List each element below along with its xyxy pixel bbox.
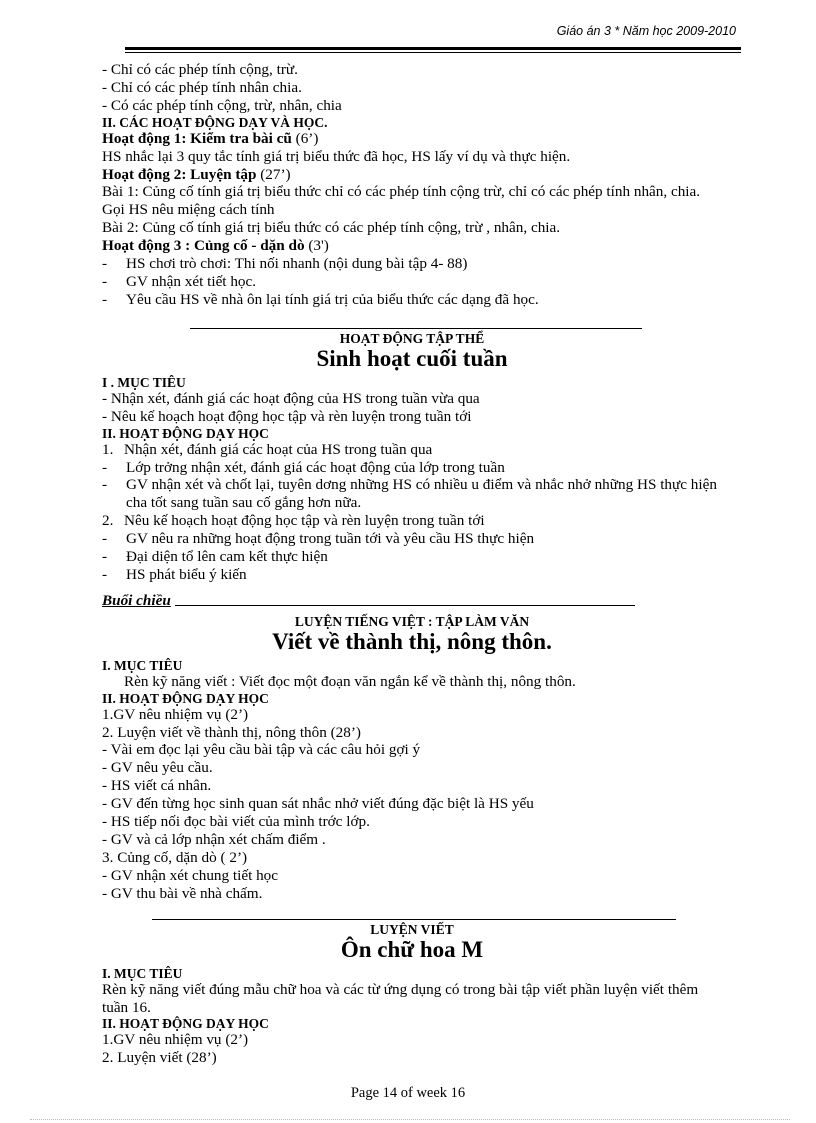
list-item: - Lớp trởng nhận xét, đánh giá các hoạt động của lớp trong tuần — [102, 458, 505, 476]
section-heading: I . MỤC TIÊU — [102, 374, 186, 390]
list-item: - Chỉ có các phép tính cộng, trừ. — [102, 61, 298, 78]
paragraph: Gọi HS nêu miệng cách tính — [102, 201, 275, 219]
list-item: - GV nêu yêu cầu. — [102, 759, 213, 777]
afternoon-label-row — [102, 592, 722, 610]
list-item: - Yêu cầu HS về nhà ôn lại tính giá trị của biểu thức các dạng đã học. — [102, 290, 539, 308]
section-divider — [175, 605, 635, 606]
section-heading: II. HOẠT ĐỘNG DẠY HỌC — [102, 690, 269, 706]
activity-time: (3') — [304, 237, 329, 255]
list-item: - GV và cả lớp nhận xét chấm điểm . — [102, 831, 326, 848]
afternoon-label: Buổi chiều — [102, 591, 171, 609]
section-divider — [190, 328, 642, 329]
activity-heading — [102, 166, 722, 184]
list-item: - GV nhận xét chung tiết học — [102, 866, 279, 884]
list-item: - GV đến từng học sinh quan sát nhắc nhở viết đúng đặc biệt là HS yếu — [102, 795, 534, 813]
activity-time: (6’) — [291, 129, 319, 147]
section-subtitle: LUYỆN TIẾNG VIỆT : TẬP LÀM VĂN — [294, 613, 530, 629]
list-item: - Vài em đọc lại yêu cầu bài tập và các câu hỏi gợi ý — [102, 741, 421, 759]
paragraph: Bài 2: Củng cố tính giá trị biểu thức có các phép tính cộng, trừ , nhân, chia. — [102, 219, 561, 237]
list-item: - Nêu kế hoạch hoạt động học tập và rèn luyện trong tuần tới — [102, 407, 472, 425]
page-footer: Page 14 of week 16 — [350, 1085, 466, 1101]
numbered-item: 1. Nhận xét, đánh giá các hoạt của HS trong tuần qua — [102, 440, 433, 458]
activity-label: Hoạt động 3 — [102, 237, 182, 255]
list-item: 3. Củng cố, dặn dò ( 2’) — [102, 848, 248, 866]
activity-title: : Củng cố - dặn dò — [181, 237, 305, 255]
activity-title: : Kiểm tra bài cũ — [181, 129, 292, 147]
list-item: 1.GV nêu nhiệm vụ (2’) — [102, 1031, 249, 1049]
activity-heading — [102, 237, 722, 255]
activity-label: Hoạt động 2: Luyện tập — [102, 165, 257, 183]
paragraph: HS nhắc lại 3 quy tắc tính giá trị biểu thức đã học, HS lấy ví dụ và thực hiện. — [102, 147, 571, 165]
activity-time: (27’) — [256, 165, 291, 183]
activity-heading — [102, 130, 722, 148]
header-rule — [125, 47, 741, 50]
section-heading: II. CÁC HOẠT ĐỘNG DẠY VÀ HỌC. — [102, 114, 328, 130]
page-edge — [30, 1119, 790, 1120]
section-heading: II. HOẠT ĐỘNG DẠY HỌC — [102, 1016, 269, 1032]
list-item: 2. Luyện viết (28’) — [102, 1049, 217, 1067]
list-item: - HS tiếp nối đọc bài viết của mình trớc lớp. — [102, 813, 370, 831]
list-item: - GV nhận xét tiết học. — [102, 272, 257, 290]
list-item: - Chỉ có các phép tính nhân chia. — [102, 78, 302, 96]
list-item: - GV nêu ra những hoạt động trong tuần tới và yêu cầu HS thực hiện — [102, 530, 535, 548]
paragraph: Bài 1: Củng cố tính giá trị biểu thức chỉ có các phép tính cộng trừ, chỉ có các phép tính nhân, chia. — [102, 183, 701, 201]
section-heading: II. HOẠT ĐỘNG DẠY HỌC — [102, 425, 269, 441]
section-subtitle: LUYỆN VIẾT — [370, 921, 454, 937]
page-header: Giáo án 3 * Năm học 2009-2010 — [556, 24, 736, 38]
section-subtitle: HOẠT ĐỘNG TẬP THỂ — [339, 330, 485, 346]
list-item: - Nhận xét, đánh giá các hoạt động của HS trong tuần vừa qua — [102, 389, 480, 407]
list-item: 2. Luyện viết về thành thị, nông thôn (28’) — [102, 723, 361, 741]
section-title: Ôn chữ hoa M — [340, 936, 484, 962]
paragraph: Rèn kỹ năng viết : Viết đọc một đoạn văn ngắn kể về thành thị, nông thôn. — [124, 672, 576, 690]
section-heading: I. MỤC TIÊU — [102, 965, 183, 981]
list-item: - HS viết cá nhân. — [102, 777, 212, 795]
section-title: Viết về thành thị, nông thôn. — [272, 628, 552, 654]
document-body — [102, 61, 722, 1067]
list-item: - Có các phép tính cộng, trừ, nhân, chia — [102, 96, 342, 114]
activity-label: Hoạt động 1 — [102, 129, 182, 147]
section-divider — [152, 919, 676, 920]
list-item: - HS phát biểu ý kiến — [102, 565, 247, 583]
list-item: - Đại diện tổ lên cam kết thực hiện — [102, 548, 328, 566]
list-item: - GV thu bài về nhà chấm. — [102, 884, 263, 902]
section-heading: I. MỤC TIÊU — [102, 657, 183, 673]
section-title: Sinh hoạt cuối tuần — [316, 345, 508, 371]
list-item: 1.GV nêu nhiệm vụ (2’) — [102, 705, 249, 723]
list-item: - GV nhận xét và chốt lại, tuyên dơng những HS có nhiều u điểm và nhắc nhở những HS thực hiện cha tốt sang tuần sau cố gắng hơn nữa. — [102, 476, 717, 512]
numbered-item: 2. Nêu kế hoạch hoạt động học tập và rèn luyện trong tuần tới — [102, 512, 485, 530]
header-rule-thin — [125, 52, 741, 53]
list-item: - HS chơi trò chơi: Thi nối nhanh (nội dung bài tập 4- 88) — [102, 255, 468, 273]
paragraph: Rèn kỹ năng viết đúng mẫu chữ hoa và các từ ứng dụng có trong bài tập viết phần luyện viết thêm tuần 16. — [102, 980, 699, 1016]
